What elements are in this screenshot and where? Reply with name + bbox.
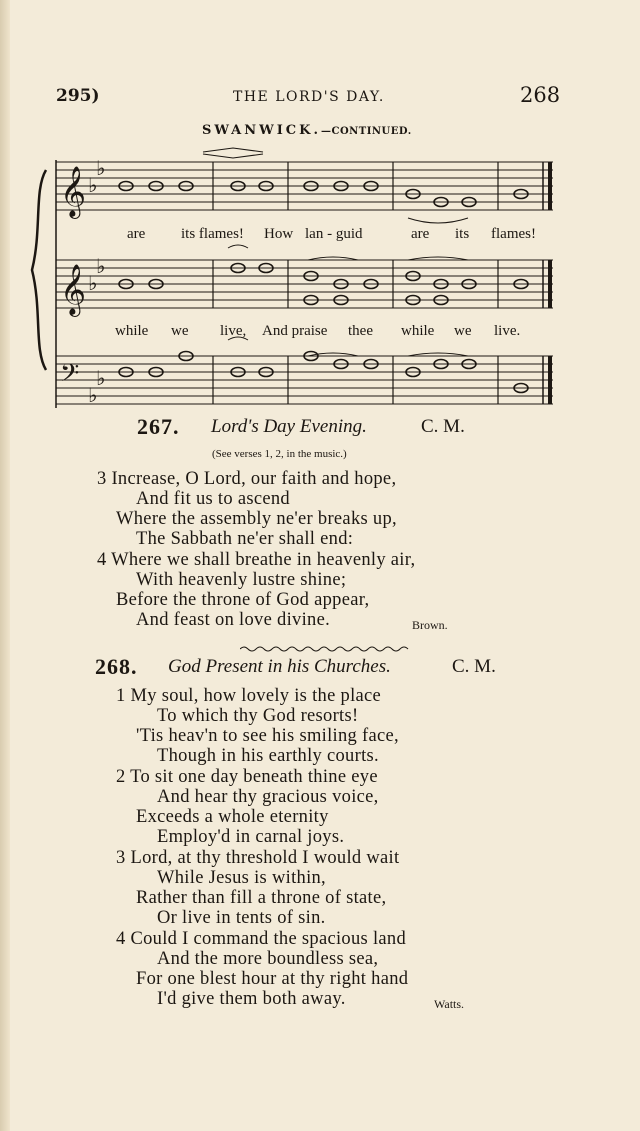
svg-text:♭: ♭: [96, 254, 106, 278]
section-divider: [240, 644, 410, 654]
hymn-number: 267.: [137, 414, 180, 439]
hymn-author: Watts.: [434, 997, 465, 1011]
verse-line: Before the throne of God appear,: [116, 590, 370, 610]
lyric-word: flames!: [491, 226, 536, 242]
verse-line: Or live in tents of sin.: [157, 908, 326, 928]
treble-clef-icon-2: 𝄞: [60, 264, 87, 315]
hymn-number: 268.: [95, 654, 138, 679]
hymn-note: (See verses 1, 2, in the music.): [212, 448, 347, 460]
bar-lines: [213, 162, 498, 404]
svg-text:♭: ♭: [88, 173, 98, 197]
svg-text:♭: ♭: [96, 366, 106, 390]
hymn-title: God Present in his Churches.: [168, 656, 391, 677]
hymn-meter: C. M.: [452, 656, 496, 677]
verse-line: 3 Lord, at thy threshold I would wait: [116, 848, 400, 868]
svg-text:♭: ♭: [96, 156, 106, 180]
bass-clef-icon: 𝄢: [60, 359, 80, 394]
svg-text:♭: ♭: [88, 383, 98, 407]
verse-line: And hear thy gracious voice,: [157, 787, 379, 807]
verse-line: With heavenly lustre shine;: [136, 570, 347, 590]
treble-clef-icon: 𝄞: [60, 166, 87, 217]
page-edge: [0, 0, 10, 1131]
lyric-word: its: [455, 226, 470, 242]
verse-line: And feast on love divine.: [136, 610, 330, 630]
lyric-word: And praise: [262, 323, 328, 339]
hymn-title: Lord's Day Evening.: [211, 416, 367, 437]
verse-line: 2 To sit one day beneath thine eye: [116, 767, 378, 787]
lyric-word: are: [411, 226, 430, 242]
verse-line: For one blest hour at thy right hand: [136, 969, 409, 989]
lyric-word: we: [171, 323, 189, 339]
lyric-word: How: [264, 226, 294, 242]
verse-line: Exceeds a whole eternity: [136, 807, 329, 827]
lyric-word: thee: [348, 323, 373, 339]
hymn-author: Brown.: [412, 618, 448, 632]
staff-bass: [56, 356, 553, 404]
final-barlines: [543, 162, 550, 404]
verse-line: 3 Increase, O Lord, our faith and hope,: [97, 469, 397, 489]
hymn-meter: C. M.: [421, 416, 465, 437]
lyric-word: we: [454, 323, 472, 339]
lyric-word: while: [115, 323, 149, 339]
lyric-word: live.: [494, 323, 521, 339]
verse-line: 4 Could I command the spacious land: [116, 929, 407, 949]
lyric-word: while: [401, 323, 435, 339]
verse-line: And the more boundless sea,: [157, 949, 379, 969]
tune-name: SWANWICK.: [202, 123, 321, 138]
verse-line: And fit us to ascend: [136, 489, 290, 509]
tune-continued: —CONTINUED.: [320, 126, 412, 137]
verse-line: 1 My soul, how lovely is the place: [116, 686, 382, 706]
system-brace: [32, 170, 46, 370]
lyric-word: live,: [220, 323, 247, 339]
lyric-word: are: [127, 226, 146, 242]
lyric-word: lan - guid: [305, 226, 363, 242]
verse-line: To which thy God resorts!: [157, 706, 359, 726]
music-score: [28, 140, 563, 412]
verse-line: While Jesus is within,: [157, 868, 326, 888]
page-number: 268: [520, 83, 561, 107]
verse-line: Rather than fill a throne of state,: [136, 888, 387, 908]
running-header: THE LORD'S DAY.: [233, 89, 385, 105]
verse-line: Employ'd in carnal joys.: [157, 827, 345, 847]
svg-text:♭: ♭: [88, 271, 98, 295]
verse-line: 'Tis heav'n to see his smiling face,: [136, 726, 399, 746]
verse-line: Though in his earthly courts.: [157, 746, 379, 766]
verse-line: The Sabbath ne'er shall end:: [136, 529, 354, 549]
verse-line: I'd give them both away.: [157, 989, 346, 1009]
header-hymn-range: 295): [56, 86, 100, 106]
tune-title: [202, 123, 412, 138]
lyric-word: its flames!: [181, 226, 244, 242]
verse-line: 4 Where we shall breathe in heavenly air,: [97, 550, 416, 570]
verse-line: Where the assembly ne'er breaks up,: [116, 509, 397, 529]
notes: [119, 182, 528, 393]
